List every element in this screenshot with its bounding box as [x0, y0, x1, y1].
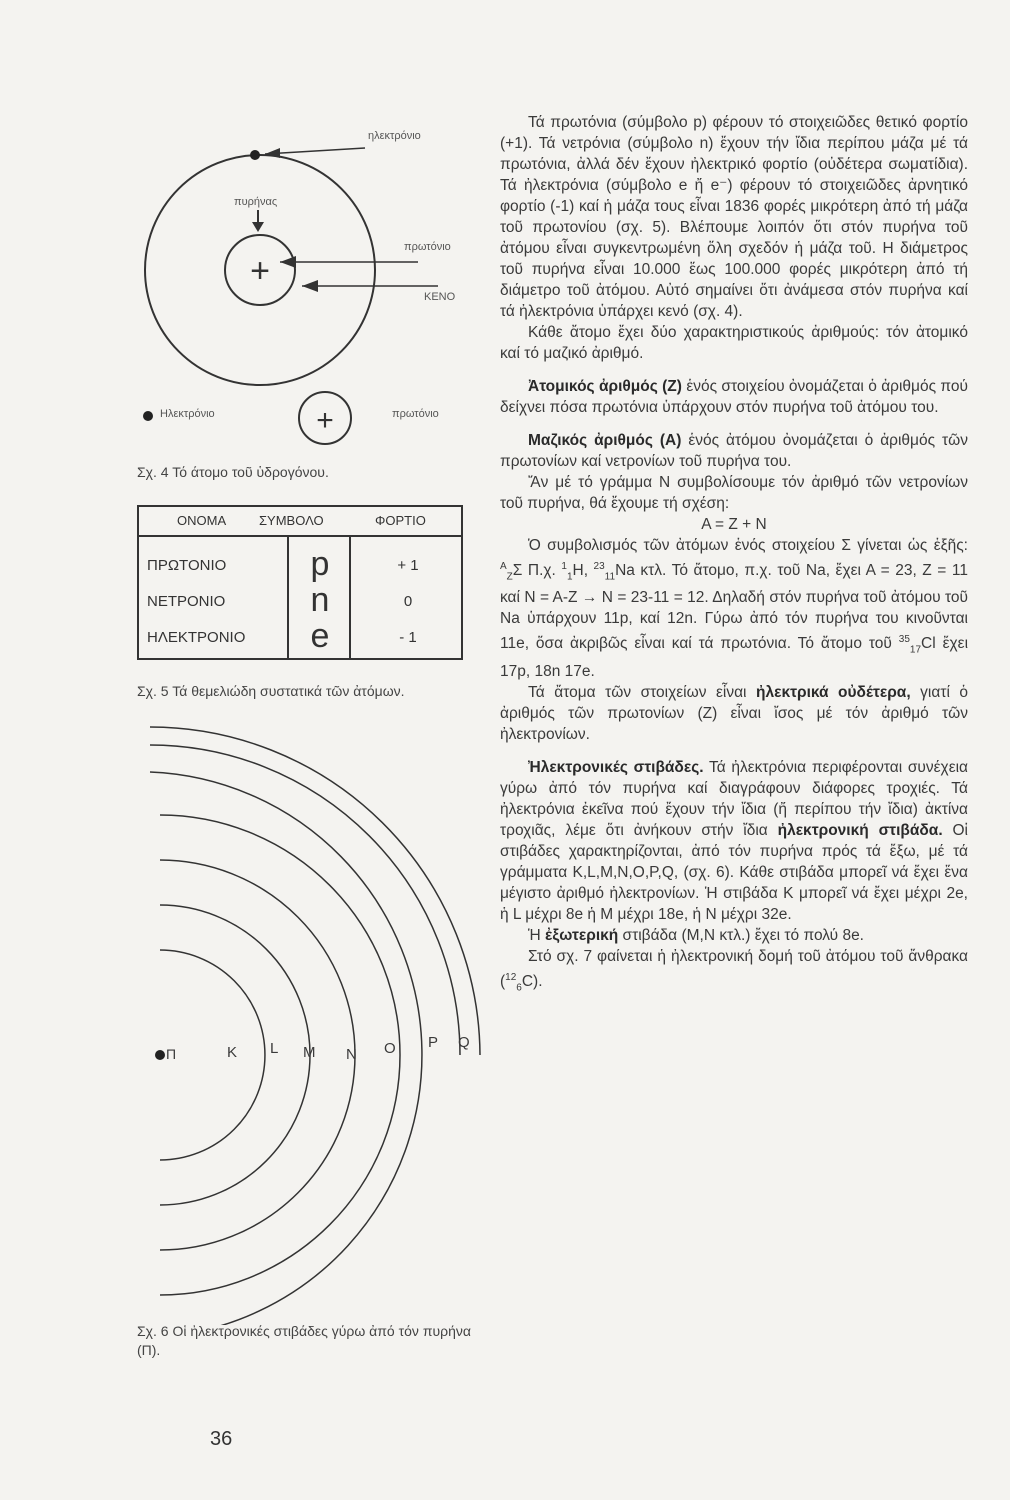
figure-4-caption: Σχ. 4 Τό άτομο τοῦ ὑδρογόνου. — [137, 464, 329, 480]
nucleus-label: Π — [166, 1046, 177, 1062]
row-charge-electron: - 1 — [399, 629, 417, 646]
row-name-electron: ΗΛΕΚΤΡΟΝΙΟ — [147, 629, 246, 646]
paragraph-carbon — [500, 946, 968, 998]
proton-arrowhead-icon — [280, 256, 296, 268]
shell-n-arc — [160, 815, 400, 1295]
nucleus-arrowhead-icon — [252, 222, 264, 232]
figure-5-caption: Σχ. 5 Τά θεμελιώδη συστατικά τῶν ἀτόμων. — [137, 683, 405, 699]
neutral-intro: Τά ἄτομα τῶν στοιχείων εἶναι — [528, 683, 747, 701]
nucleus-dot — [155, 1050, 165, 1060]
figure-6-caption: Σχ. 6 Οἱ ἠλεκτρονικές στιβάδες γύρω ἀπό τόν πυρήνα (Π). — [137, 1323, 471, 1358]
particles-table — [137, 505, 463, 660]
outer-shell-explanation: στιβάδα (M,N κτλ.) ἔχει τό πολύ 8e. — [622, 926, 864, 944]
sodium-symbol: Na — [615, 562, 635, 580]
shells-intro: Τά ἠλεκτρόνια περιφέρονται συνέχεια γύρω ἀπό τόν πυρήνα καί διαγράφουν διάφορες τροχιές. Τά ἠλεκτρόνια ἐκεῖνα πού ἔχουν τήν ἴδια (ἤ περίπου τήν ἴδια) ἀκτίνα τροχιᾶς, λέμε ὅτι ἀνήκουν στήν ἴδια — [500, 758, 969, 839]
paragraph-particles: Τά πρωτόνια (σύμβολο p) φέρουν τό στοιχειῶδες θετικό φορτίο (+1). Τά νετρόνια (σύμβολο n) ἔχουν τήν ἴδια περίπου μάζα μέ τά πρωτόνια, ἀλλά δέν ἔχουν ἠλεκτρικό φορτίο (οὐδέτερα σωματίδια). Τά ἠλεκτρόνια (σύμβολο e ἤ e⁻) φέρουν τό στοιχειῶδες ἀρνητικό φορτίο (-1) καί ἡ μάζα τους εἶναι 1836 φορές μικρότερη ἀπό τή μάζα τοῦ πρωτονίου (σχ. 5). Βλέπουμε λοιπόν ὅτι στόν πυρήνα τοῦ ἀτόμου εἶναι συγκεντρωμένη ὅλη σχεδόν ἡ μάζα τοῦ. Η διάμετρος τοῦ πυρήνα εἶναι 10.000 ἕως 100.000 φορές μικρότερη ἀπό τή διάμετρο τοῦ ἀτόμου. Αὐτό σημαίνει ὅτι ἀνάμεσα στόν πυρήνα καί τά ἠλεκτρόνια ὑπάρχει κενό (σχ. 4). — [500, 114, 968, 320]
carbon-symbol: C). — [521, 972, 543, 990]
carbon-intro: Στό σχ. 7 φαίνεται ἡ ἠλεκτρονική δομή τοῦ ἀτόμου τοῦ ἄνθρακα ( — [500, 947, 968, 990]
paragraph-two-numbers: Κάθε ἄτομο ἔχει δύο χαρακτηριστικούς ἀριθμούς: τόν ἀτομικό καί τό μαζικό ἀριθμό. — [500, 324, 968, 362]
paragraph-neutral — [500, 682, 968, 745]
shell-q-arc — [150, 727, 480, 1055]
legend-electron-label: Ηλεκτρόνιο — [160, 408, 215, 420]
sodium-mass-sup: 23 — [593, 561, 605, 572]
row-name-proton: ΠΡΩΤΟΝΙΟ — [147, 557, 227, 574]
paragraph-neutrons: Ἄν μέ τό γράμμα Ν συμβολίσουμε τόν ἀριθμό τῶν νετρονίων τοῦ πυρήνα, θά ἔχουμε τή σχέση: — [500, 474, 968, 512]
shell-o-label: O — [384, 1040, 396, 1057]
page-number: 36 — [210, 1428, 233, 1450]
shell-o-arc — [150, 772, 422, 1325]
empty-label: ΚΕΝΟ — [424, 291, 456, 303]
header-charge: ΦΟΡΤΙΟ — [375, 513, 426, 528]
shell-p-label: P — [428, 1034, 439, 1051]
paragraph-outer-shell — [500, 925, 968, 946]
electron-dot — [250, 150, 260, 160]
proton-label: πρωτόνιο — [404, 241, 451, 253]
shell-m-arc — [160, 860, 355, 1250]
shell-n-label: N — [346, 1046, 357, 1063]
notation-atomic-sub: Z — [506, 571, 513, 583]
hydrogen-atomic-sub: 1 — [566, 571, 573, 583]
carbon-mass-sup: 12 — [505, 971, 517, 983]
electron-label: ηλεκτρόνιο — [368, 130, 421, 142]
paragraph-mass-number — [500, 430, 968, 472]
legend-proton-label: πρωτόνιο — [392, 408, 439, 420]
term-outer: ἐξωτερική — [545, 926, 619, 944]
row-symbol-electron: e — [310, 617, 330, 655]
shell-q-label: Q — [458, 1034, 470, 1051]
chlorine-mass-sup: 35 — [898, 634, 910, 646]
notation-symbol: Σ — [512, 562, 523, 580]
hydrogen-symbol: H, — [572, 562, 589, 580]
chlorine-explanation: ἔχει 17p, 18n 17e. — [500, 635, 969, 680]
shells-explanation: Οἱ στιβάδες χαρακτηρίζονται, ἀπό τόν πυρήνα πρός τά ἔξω, μέ τά γράμματα K,L,M,N,O,P,Q, (σχ. 6). Κάθε στιβάδα μπορεῖ νά ἔχει ἕνα μέγιστο ἀριθμό ἠλεκτρονίων. Ἡ στιβάδα Κ μπορεῖ νά ἔχει μέχρι 2e, ἡ L μέχρι 8e ἡ M μέχρι 18e, ἡ N μέχρι 32e. — [500, 821, 968, 923]
header-symbol: ΣΥΜΒΟΛΟ — [259, 513, 324, 528]
atomic-number-definition: ἑνός στοιχείου ὀνομάζεται ὁ ἀριθμός πού δείχνει πόσα πρωτόνια ὑπάρχουν στόν πυρήνα τοῦ ἀτόμου του. — [500, 378, 968, 416]
row-name-neutron: ΝΕΤΡΟΝΙΟ — [147, 593, 226, 610]
sodium-explanation: κτλ. Τό ἄτομο, π.χ. τοῦ Na, ἔχει Α = 23, Ζ = 11 καί Ν = Α-Ζ → Ν = 23-11 = 12. Δηλαδή στόν πυρήνα τοῦ ἀτόμου τοῦ Na ὑπάρχουν 11p, καί 12n. Γύρω ἀπό τόν πυρήνα του κινοῦνται 11e, ὅσα ἀκριβῶς εἶναι καί τά πρωτόνια. Τό ἄτομο τοῦ — [500, 562, 968, 653]
nucleus-label: πυρήνας — [234, 196, 278, 208]
term-atomic-number: Ἀτομικός ἀριθμός (Ζ) — [528, 378, 682, 395]
figure-6-electron-shells — [120, 725, 500, 1325]
row-charge-neutron: 0 — [403, 593, 413, 610]
body-text — [500, 112, 968, 998]
paragraph-atomic-number — [500, 376, 968, 418]
chlorine-symbol: Cl — [921, 635, 936, 653]
sodium-atomic-sub: 11 — [604, 571, 616, 583]
term-mass-number: Μαζικός ἀριθμός (Α) — [528, 432, 682, 449]
empty-arrowhead-icon — [302, 280, 318, 292]
nucleus-plus: + — [250, 252, 270, 290]
chlorine-atomic-sub: 17 — [909, 644, 922, 656]
shell-m-label: M — [303, 1044, 316, 1061]
term-electron-shells: Ἠλεκτρονικές στιβάδες. — [528, 758, 704, 776]
neutral-explanation: γιατί ὁ ἀριθμός τῶν πρωτονίων (Ζ) εἶναι ἴσος μέ τόν ἀριθμό τῶν ἠλεκτρονίων. — [500, 683, 969, 743]
carbon-atomic-sub: 6 — [516, 981, 522, 993]
shell-k-label: K — [227, 1044, 238, 1061]
notation-mass-sup: A — [500, 561, 507, 572]
notation-example: Π.χ. — [527, 562, 556, 580]
paragraph-notation — [500, 535, 968, 682]
term-electrically-neutral: ἠλεκτρικά οὐδέτερα, — [756, 683, 911, 701]
row-symbol-neutron: n — [310, 581, 330, 619]
outer-shell-article: Ἡ — [528, 926, 541, 944]
formula: Α = Ζ + Ν — [701, 516, 767, 533]
legend-electron-dot — [143, 411, 153, 421]
notation-intro: Ὁ συμβολισμός τῶν ἀτόμων ἑνός στοιχείου Σ γίνεται ὡς ἑξῆς: — [528, 537, 968, 554]
mass-number-definition: ἑνός ἀτόμου ὀνομάζεται ὁ ἀριθμός τῶν πρωτονίων καί νετρονίων τοῦ πυρήνα του. — [500, 432, 968, 470]
row-symbol-proton: p — [310, 545, 330, 583]
header-name: ΟΝΟΜΑ — [177, 513, 227, 528]
hydrogen-mass-sup: 1 — [561, 561, 567, 572]
legend-proton-plus: + — [316, 404, 334, 437]
paragraph-shells — [500, 757, 968, 925]
shell-p-arc — [150, 745, 460, 1055]
table-header-row — [139, 507, 461, 537]
term-electron-shell: ἠλεκτρονική στιβάδα. — [777, 821, 943, 839]
row-charge-proton: + 1 — [397, 557, 419, 574]
shell-l-label: L — [270, 1040, 279, 1057]
